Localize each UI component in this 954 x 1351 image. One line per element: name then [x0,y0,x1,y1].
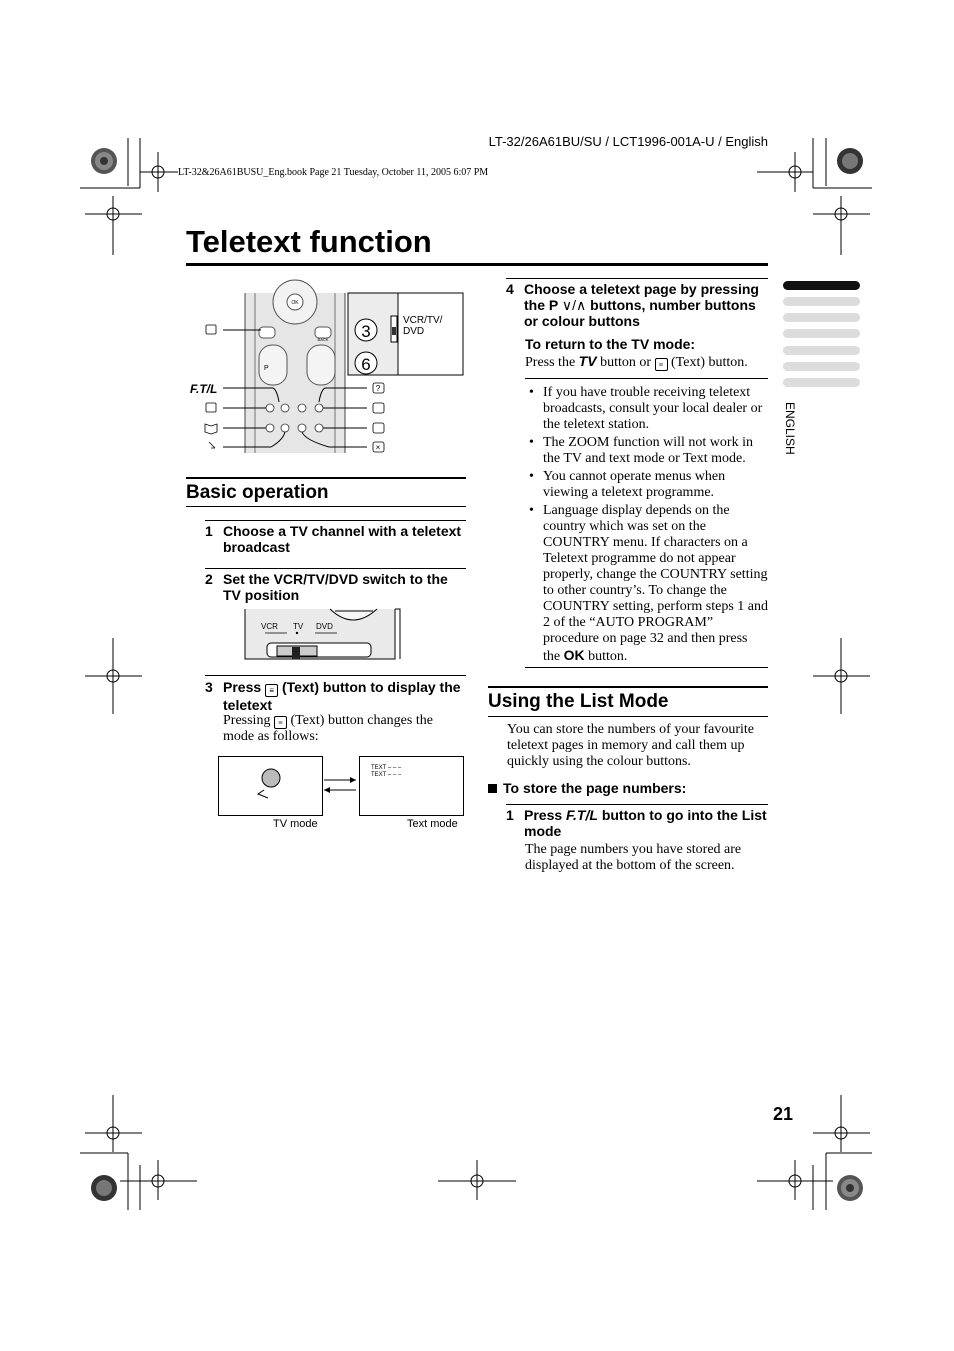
note-text: Language display depends on the country which was set on the COUNTRY menu. If characters on a Teletext programme do not appear properly, change the COUNTRY setting to other country’s. To change the COUNTRY setting, perform steps 1 and 2 of the “AUTO PROGRAM” procedure on page 32 and then press the [543,503,769,664]
return-text-a: Press the [525,355,576,370]
section-rule [488,716,768,717]
teletext-line: TEXT – – – [371,765,402,771]
text-button-icon: ≡ [655,358,668,371]
section-tab [783,297,860,306]
text-button-icon: ≡ [265,684,278,697]
svg-text:P: P [264,365,269,372]
section-tab [783,329,860,338]
language-tab-label: ENGLISH [783,402,797,455]
switch-illustration [245,609,401,661]
text-mode-screen [359,756,464,816]
ftl-label: F.T/L [190,382,218,396]
note-item: • The ZOOM function will not work in the TV and text mode or Text mode. [525,435,768,467]
tv-mode-caption: TV mode [273,818,318,830]
return-text-c: (Text) button. [671,355,748,370]
step-2 [205,571,466,605]
step-text-a: Press [524,807,563,823]
section-tab [783,313,860,322]
list-mode-heading: Using the List Mode [488,691,669,712]
switch-label-vcr: VCR [261,622,278,631]
tv-button-glyph: TV [578,353,597,369]
step-3-body [223,713,463,745]
p-arrows: ∨/∧ [561,297,587,313]
step-number: 1 [205,523,213,539]
note-item: • You cannot operate menus when viewing a teletext programme. [525,469,768,501]
step-number: 2 [205,571,213,587]
svg-text:OK: OK [291,300,299,306]
step-rule [205,568,466,569]
ftl-button-glyph: F.T/L [566,807,598,823]
section-tab [783,346,860,355]
note-item-last [525,503,768,665]
text-button-icon: ≡ [274,716,287,729]
switch-label-tv: TV [293,622,304,631]
section-tab-active [783,281,860,290]
step-text-b: (Text) button to display the teletext [223,679,461,713]
mode-arrows [322,770,358,800]
switch-label-dvd: DVD [316,622,333,631]
list-mode-intro: You can store the numbers of your favourite teletext pages in memory and call them up quickly using the colour buttons. [507,722,755,769]
square-bullet [488,784,497,793]
body-text-a: Pressing [223,713,271,728]
note-item: • If you have trouble receiving teletext broadcasts, consult your local dealer or the teletext station. [525,385,768,433]
svg-text:×: × [375,443,381,452]
step-rule [205,520,466,521]
step-number: 4 [506,281,514,297]
step-number: 1 [506,807,514,823]
notes-list [525,385,768,667]
step-text-a: Press [223,679,262,695]
tv-mode-illustration [250,764,290,804]
step-text: Choose a TV channel with a teletext broadcast [223,523,462,555]
section-rule [488,686,768,688]
notes-rule [525,378,768,379]
title-rule [186,263,768,266]
note-text-end: button. [588,649,628,664]
section-rule [186,477,466,479]
teletext-line: TEXT – – – [371,772,402,778]
step-rule [506,804,768,805]
basic-operation-heading: Basic operation [186,482,329,503]
step-text-a: Choose a teletext page by pressing the [524,281,759,313]
step-1 [205,523,466,557]
return-heading: To return to the TV mode: [525,336,696,352]
step-text: Set the VCR/TV/DVD switch to the TV position [223,571,448,603]
book-line: LT-32&26A61BUSU_Eng.book Page 21 Tuesday, October 11, 2005 6:07 PM [178,167,489,178]
step-text-b: buttons, number buttons or colour buttons [524,297,756,329]
svg-text:?: ? [375,384,381,393]
section-rule [186,506,466,507]
svg-text:6: 6 [361,355,371,374]
step-text-b: button to go into the List mode [524,807,767,839]
step-number: 3 [205,679,213,695]
text-mode-caption: Text mode [407,818,458,830]
return-text-b: button or [600,355,652,370]
notes-rule [525,667,768,668]
svg-text:BACK: BACK [317,337,329,342]
model-line: LT-32/26A61BU/SU / LCT1996-001A-U / English [488,134,768,149]
return-body [525,353,768,371]
page-number: 21 [773,1104,794,1124]
store-subheading [488,780,686,796]
body-text-b: (Text) button changes the mode as follows: [223,713,433,744]
svg-text:3: 3 [361,322,371,341]
step-rule [205,675,466,676]
page-title: Teletext function [186,224,432,259]
step-rule [506,278,768,279]
store-subheading-text: To store the page numbers: [503,780,687,796]
list-step-1-body: The page numbers you have stored are displayed at the bottom of the screen. [525,842,742,873]
p-button-glyph: P [548,297,558,313]
switch-callout: VCR/TV/ DVD [403,315,443,337]
section-tab [783,362,860,371]
section-tab [783,378,860,387]
ok-button-glyph: OK [563,647,585,663]
